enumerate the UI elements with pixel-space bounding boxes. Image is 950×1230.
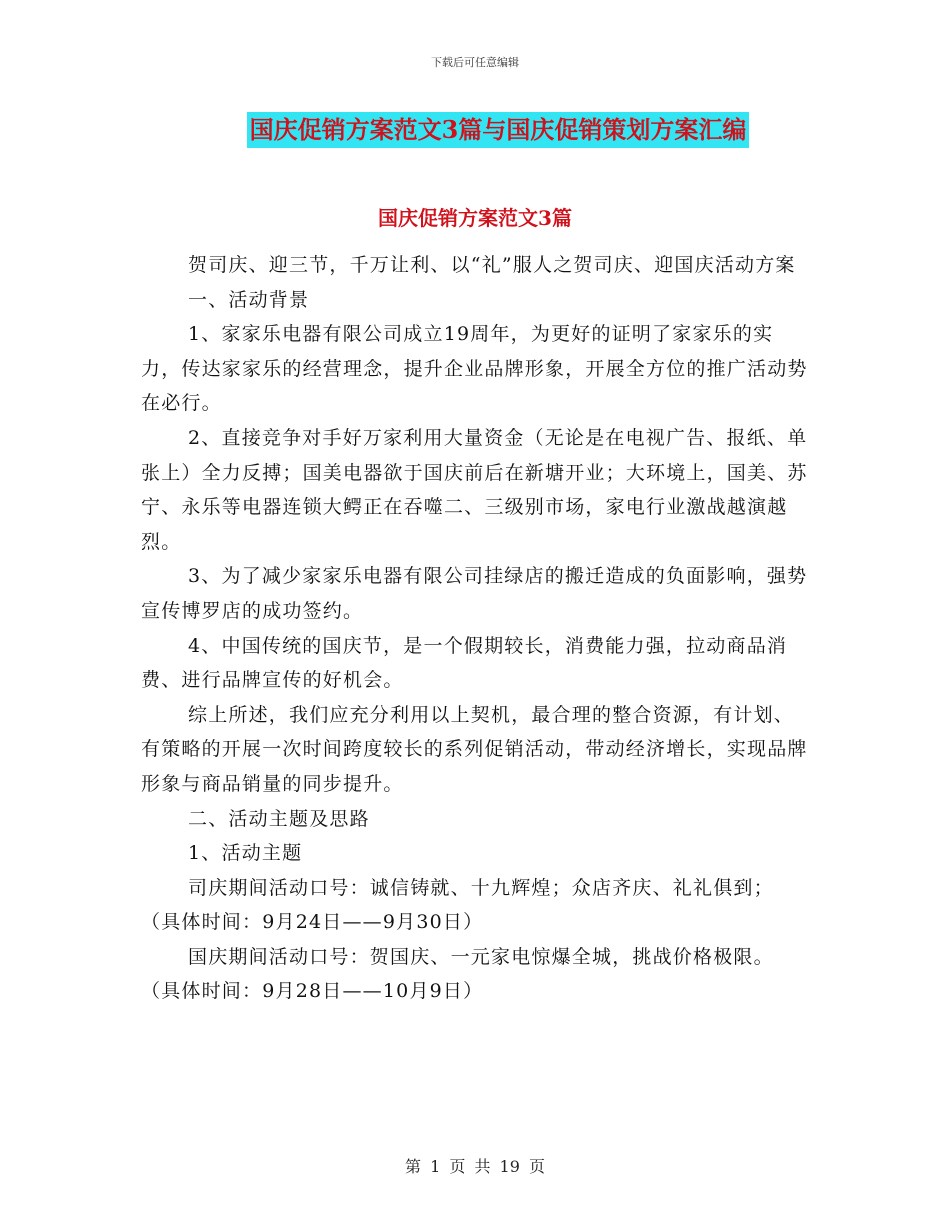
main-title-wrap — [0, 112, 950, 148]
paragraph: 贺司庆、迎三节，千万让利、以“礼”服人之贺司庆、迎国庆活动方案 — [188, 254, 796, 276]
paragraph: 1、活动主题 — [188, 842, 303, 865]
page-footer: 第 1 页 共 19 页 — [405, 1157, 545, 1176]
paragraph: 二、活动主题及思路 — [188, 807, 370, 830]
section-title: 国庆促销方案范文3篇 — [378, 206, 572, 230]
paragraph: 司庆期间活动口号：诚信铸就、十九辉煌；众店齐庆、礼礼俱到； — [188, 876, 774, 899]
main-title: 国庆促销方案范文3篇与国庆促销策划方案汇编 — [247, 112, 750, 148]
paragraph: （具体时间：9月24日——9月30日） — [141, 911, 484, 934]
paragraph: （具体时间：9月28日——10月9日） — [141, 980, 484, 1003]
paragraph: 国庆期间活动口号：贺国庆、一元家电惊爆全城，挑战价格极限。 — [188, 945, 774, 968]
paragraph: 2、直接竞争对手好万家利用大量资金（无论是在电视广告、报纸、单张上）全力反搏；国美电器欲于国庆前后在新塘开业；大环境上，国美、苏宁、永乐等电器连锁大鳄正在吞噬二、三级别市场，家电行业激战越演越烈。 — [141, 426, 808, 553]
paragraph: 4、中国传统的国庆节，是一个假期较长，消费能力强，拉动商品消费、进行品牌宣传的好机会。 — [141, 634, 788, 692]
body-text — [141, 248, 811, 1009]
paragraph: 一、活动背景 — [188, 288, 310, 311]
paragraph: 3、为了减少家家乐电器有限公司挂绿店的搬迁造成的负面影响，强势宣传博罗店的成功签约。 — [141, 565, 808, 622]
header-note: 下载后可任意编辑 — [431, 56, 519, 69]
paragraph: 综上所述，我们应充分利用以上契机，最合理的整合资源，有计划、有策略的开展一次时间跨度较长的系列促销活动，带动经济增长，实现品牌形象与商品销量的同步提升。 — [141, 703, 808, 795]
paragraph: 1、家家乐电器有限公司成立19周年，为更好的证明了家家乐的实力，传达家家乐的经营理念，提升企业品牌形象，开展全方位的推广活动势在必行。 — [141, 323, 808, 415]
